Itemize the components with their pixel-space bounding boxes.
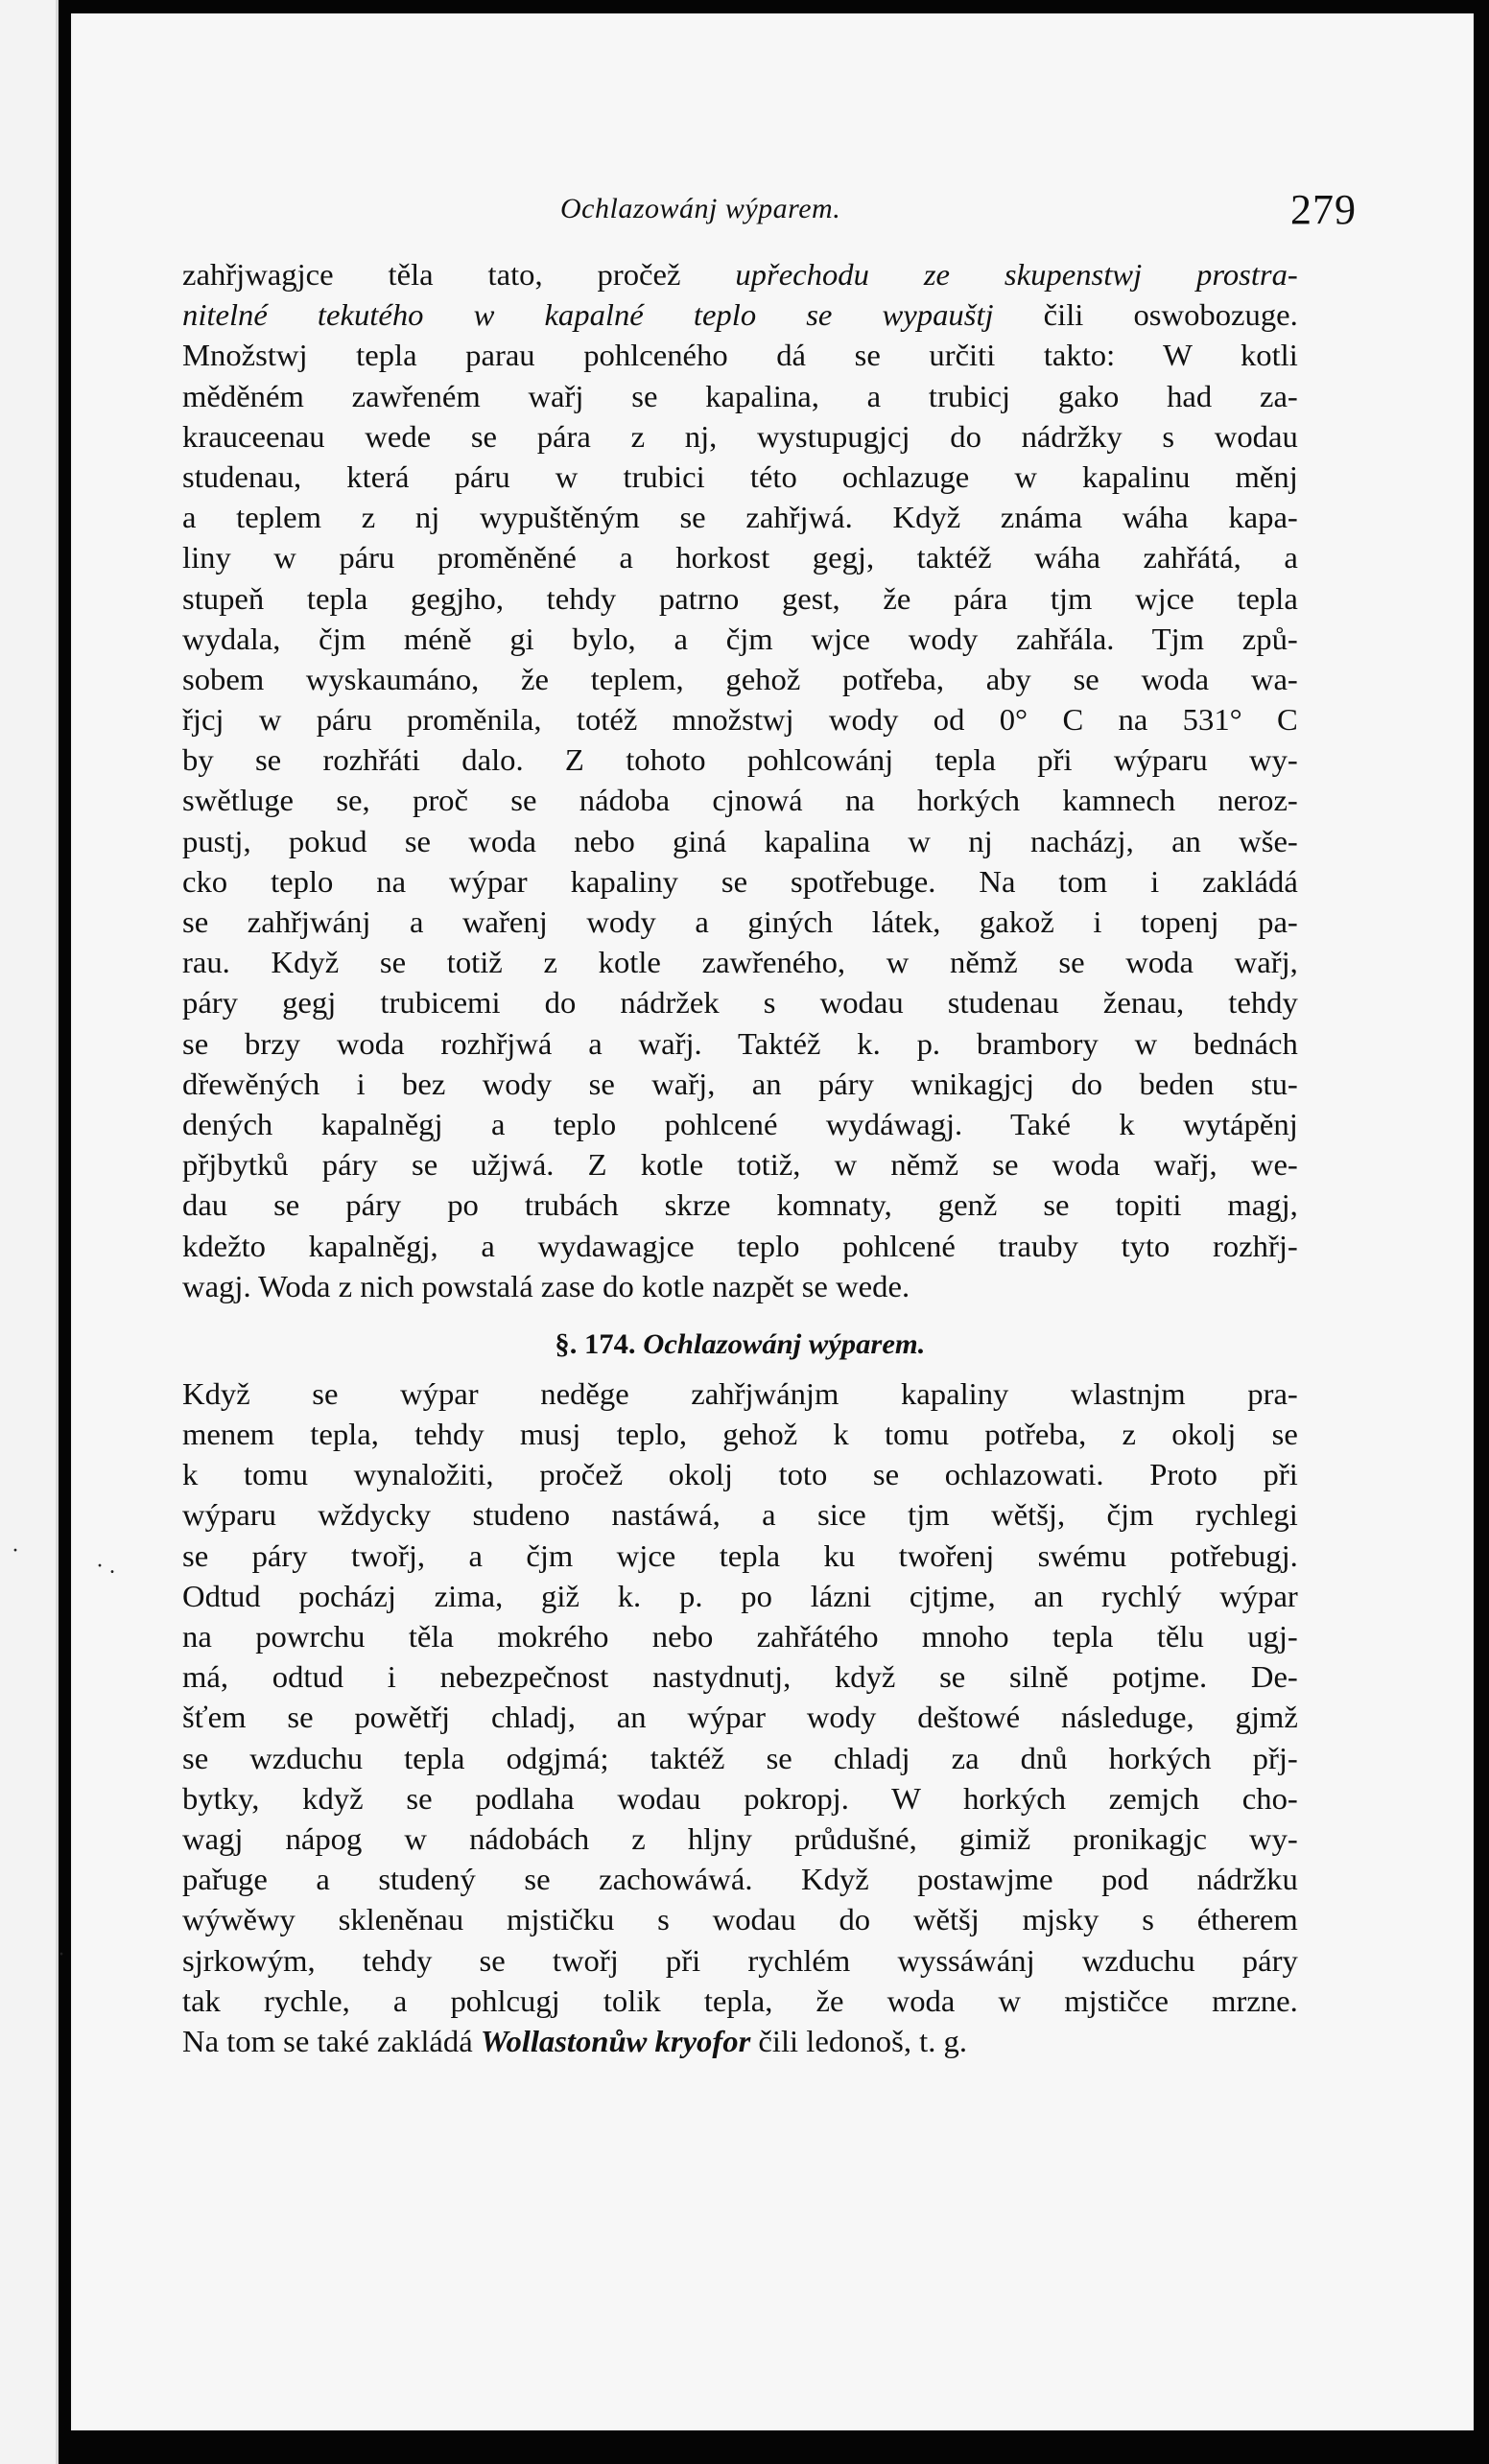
text-line: a teplem z nj wypuštěným se zahřjwá. Když známa wáha kapa- <box>182 500 1298 535</box>
text-line: sobem wyskaumáno, že teplem, gehož potřeba, aby se woda wa- <box>182 661 1298 696</box>
bold-italic-emphasis: Wollastonůw kryofor <box>480 2023 751 2058</box>
text-line: wýwěwy skleněnau mjstičku s wodau do wětšj mjsky s étherem <box>182 1902 1298 1937</box>
text-line: by se rozhřáti dalo. Z tohoto pohlcowánj tepla při wýparu wy- <box>182 742 1298 778</box>
text-line: se zahřjwánj a wařenj wody a giných látek, gakož i topenj pa- <box>182 904 1298 939</box>
text-line: k tomu wynaložiti, pročež okolj toto se ochlazowati. Proto při <box>182 1457 1298 1492</box>
text-line: šťem se powětřj chladj, an wýpar wody deštowé následuge, gjmž <box>182 1700 1298 1735</box>
text-line: se páry twořj, a čjm wjce tepla ku twořenj swému potřebugj. <box>182 1537 1298 1573</box>
margin-dot-mark: · <box>12 1538 19 1563</box>
text-line: Odtud pocházj zima, giž k. p. po lázni cjtjme, an rychlý wýpar <box>182 1578 1298 1613</box>
section-heading <box>182 1316 1298 1373</box>
text-line: tak rychle, a pohlcugj tolik tepla, že woda w mjstičce mrzne. <box>182 1983 1298 2018</box>
text-line: liny w páru proměněné a horkost gegj, taktéž wáha zahřátá, a <box>182 540 1298 575</box>
text-line: krauceenau wede se pára z nj, wystupugjcj do nádržky s wodau <box>182 418 1298 454</box>
text-line: Na tom se také zakládá Wollastonůw kryofor čili ledonoš, t. g. <box>182 2023 968 2058</box>
text-line: měděném zawřeném wařj se kapalina, a trubicj gako had za- <box>182 378 1298 413</box>
text-line: kdežto kapalněgj, a wydawagjce teplo pohlcené trauby tyto rozhřj- <box>182 1228 1298 1263</box>
section-title: Ochlazowánj wýparem. <box>643 1327 926 1360</box>
text-line: dau se páry po trubách skrze komnaty, genž se topiti magj, <box>182 1187 1298 1223</box>
text-line: Když se wýpar neděge zahřjwánjm kapaliny wlastnjm pra- <box>182 1375 1298 1411</box>
text-line: wydala, čjm méně gi bylo, a čjm wjce wody zahřála. Tjm způ- <box>182 621 1298 656</box>
text-line: má, odtud i nebezpečnost nastydnutj, když se silně potjme. De- <box>182 1659 1298 1695</box>
text-line: dřewěných i bez wody se wařj, an páry wnikagjcj do beden stu- <box>182 1066 1298 1101</box>
text-line: dených kapalněgj a teplo pohlcené wydáwagj. Také k wytápěnj <box>182 1106 1298 1141</box>
text-line: Množstwj tepla parau pohlceného dá se určiti takto: W kotli <box>182 338 1298 373</box>
text-line: wýparu wždycky studeno nastáwá, a sice tjm wětšj, čjm rychlegi <box>182 1497 1298 1533</box>
page-header <box>560 181 1357 239</box>
running-title: Ochlazowánj wýparem. <box>560 193 841 224</box>
page-number: 279 <box>1290 186 1357 233</box>
text-line: páry gegj trubicemi do nádržek s wodau studenau ženau, tehdy <box>182 985 1298 1021</box>
italic-emphasis: nitelné tekutého w kapalné teplo se wypauštj <box>182 297 994 333</box>
paragraph-2 <box>182 1373 1298 2061</box>
margin-dot-mark: · <box>58 1942 65 1967</box>
text-line: swětluge se, proč se nádoba cjnowá na horkých kamnech neroz- <box>182 783 1298 818</box>
text-line: nitelné tekutého w kapalné teplo se wypauštj čili oswobozuge. <box>182 297 1298 333</box>
text-line: sjrkowým, tehdy se twořj při rychlém wyssáwánj wzduchu páry <box>182 1942 1298 1978</box>
text-line: se brzy woda rozhřjwá a wařj. Taktéž k. p. brambory w bednách <box>182 1025 1298 1061</box>
body-text <box>182 254 1298 2061</box>
text-line: cko teplo na wýpar kapaliny se spotřebuge. Na tom i zakládá <box>182 863 1298 899</box>
text-line: wagj nápog w nádobách z hljny průdušné, gimiž pronikagjc wy- <box>182 1820 1298 1856</box>
margin-dot-mark: · . <box>96 1554 115 1579</box>
text-line: studenau, která páru w trubici této ochlazuge w kapalinu měnj <box>182 458 1298 494</box>
text-line: zahřjwagjce těla tato, pročež upřechodu ze skupenstwj prostra- <box>182 257 1298 292</box>
text-line: menem tepla, tehdy musj teplo, gehož k tomu potřeba, z okolj se <box>182 1417 1298 1452</box>
text-line: přjbytků páry se užjwá. Z kotle totiž, w němž se woda wařj, we- <box>182 1147 1298 1183</box>
text-line: rau. Když se totiž z kotle zawřeného, w němž se woda wařj, <box>182 945 1298 980</box>
text-line: wagj. Woda z nich powstalá zase do kotle nazpět se wede. <box>182 1268 910 1303</box>
text-line: řjcj w páru proměnila, totéž množstwj wody od 0° C na 531° C <box>182 702 1298 738</box>
text-line: stupeň tepla gegjho, tehdy patrno gest, že pára tjm wjce tepla <box>182 580 1298 616</box>
paragraph-1 <box>182 254 1298 1306</box>
text-line: se wzduchu tepla odgjmá; taktéž se chladj za dnů horkých přj- <box>182 1740 1298 1775</box>
text-line: pustj, pokud se woda nebo giná kapalina w nj nacházj, an wše- <box>182 823 1298 858</box>
italic-emphasis: upřechodu ze skupenstwj prostra- <box>735 257 1298 292</box>
text-line: na powrchu těla mokrého nebo zahřátého mnoho tepla tělu ugj- <box>182 1619 1298 1654</box>
previous-page-edge <box>0 0 59 2464</box>
section-number: §. 174. <box>555 1327 636 1360</box>
text-line: pařuge a studený se zachowáwá. Když postawjme pod nádržku <box>182 1862 1298 1897</box>
text-line: bytky, když se podlaha wodau pokropj. W horkých zemjch cho- <box>182 1780 1298 1816</box>
